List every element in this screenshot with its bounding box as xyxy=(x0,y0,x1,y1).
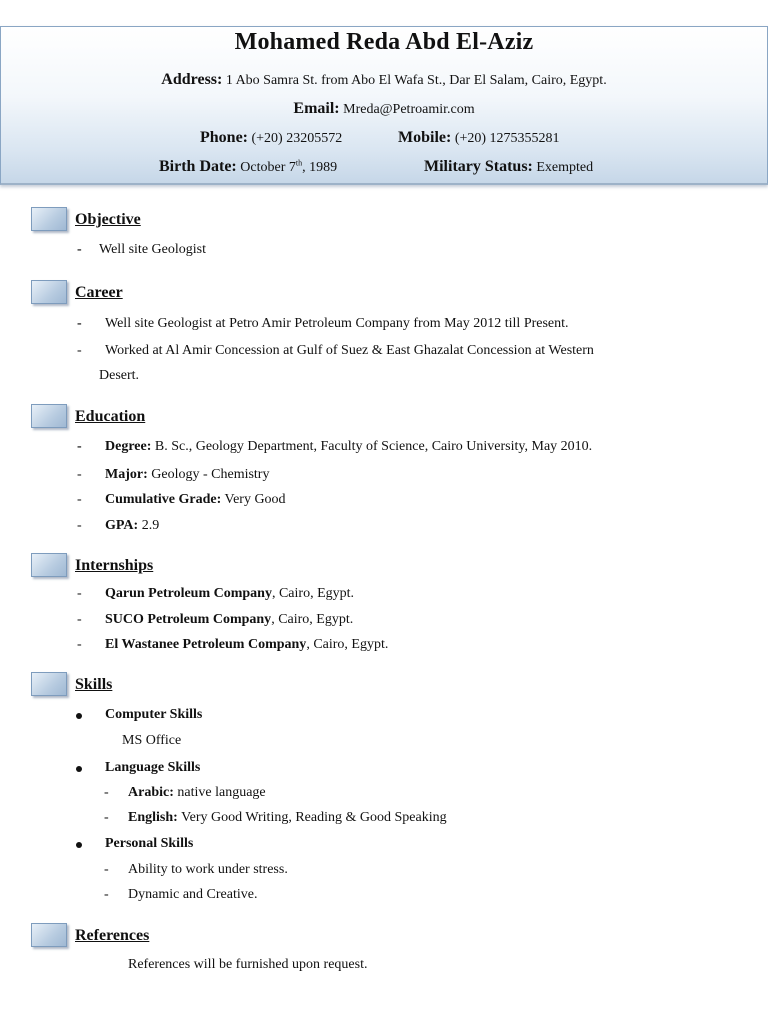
mobile-line xyxy=(398,129,560,147)
email-line xyxy=(1,100,767,118)
section-title-skills: Skills xyxy=(75,676,113,693)
skill-category-language: Language Skills xyxy=(105,760,201,775)
phone-value: (+20) 23205572 xyxy=(251,131,343,146)
bullet-icon xyxy=(76,842,82,848)
section-marker-icon xyxy=(31,923,67,947)
phone-label: Phone: xyxy=(200,129,248,146)
address-line xyxy=(1,71,767,89)
list-dash: - xyxy=(77,612,82,627)
phone-line xyxy=(200,129,342,147)
list-dash: - xyxy=(77,586,82,601)
birth-date-value: October 7th, 1989 xyxy=(240,158,338,175)
section-marker-icon xyxy=(31,404,67,428)
list-dash: - xyxy=(104,810,109,825)
education-grade: Cumulative Grade: Very Good xyxy=(105,492,286,507)
section-marker-icon xyxy=(31,280,67,304)
list-dash: - xyxy=(77,637,82,652)
internship-item: El Wastanee Petroleum Company, Cairo, Egypt. xyxy=(105,637,389,652)
mobile-value: (+20) 1275355281 xyxy=(454,131,560,146)
personal-skill-item: Ability to work under stress. xyxy=(128,862,288,877)
section-marker-icon xyxy=(31,207,67,231)
birth-date-line xyxy=(159,158,337,176)
section-marker-icon xyxy=(31,553,67,577)
section-marker-icon xyxy=(31,672,67,696)
education-gpa: GPA: 2.9 xyxy=(105,518,160,533)
list-dash: - xyxy=(77,316,82,331)
address-value: 1 Abo Samra St. from Abo El Wafa St., Dar El Salam, Cairo, Egypt. xyxy=(225,73,607,88)
bullet-icon xyxy=(76,713,82,719)
section-title-education: Education xyxy=(75,408,146,425)
personal-skill-item: Dynamic and Creative. xyxy=(128,887,258,902)
birth-date-label: Birth Date: xyxy=(159,158,237,175)
skill-category-personal: Personal Skills xyxy=(105,836,194,851)
section-title-career: Career xyxy=(75,284,123,301)
list-dash: - xyxy=(104,887,109,902)
internship-item: SUCO Petroleum Company, Cairo, Egypt. xyxy=(105,612,354,627)
section-title-objective: Objective xyxy=(75,211,141,228)
list-dash: - xyxy=(77,439,82,454)
list-dash: - xyxy=(77,242,82,257)
career-item-continuation: Desert. xyxy=(99,368,140,383)
internship-item: Qarun Petroleum Company, Cairo, Egypt. xyxy=(105,586,355,601)
bullet-icon xyxy=(76,766,82,772)
military-label: Military Status: xyxy=(424,158,533,175)
career-item: Well site Geologist at Petro Amir Petroleum Company from May 2012 till Present. xyxy=(105,316,569,331)
education-major: Major: Geology - Chemistry xyxy=(105,467,270,482)
section-title-references: References xyxy=(75,927,150,944)
language-item-arabic: Arabic: native language xyxy=(128,785,266,800)
education-degree: Degree: B. Sc., Geology Department, Faculty of Science, Cairo University, May 2010. xyxy=(105,439,593,454)
list-dash: - xyxy=(104,862,109,877)
computer-skill-item: MS Office xyxy=(122,733,182,748)
language-item-english: English: Very Good Writing, Reading & Good Speaking xyxy=(128,810,447,825)
email-label: Email: xyxy=(293,100,340,117)
list-dash: - xyxy=(77,467,82,482)
list-dash: - xyxy=(77,343,82,358)
references-text: References will be furnished upon request. xyxy=(128,957,368,972)
email-value[interactable]: Mreda@Petroamir.com xyxy=(343,102,475,117)
contact-header xyxy=(0,26,768,185)
military-line xyxy=(424,158,593,176)
section-title-internships: Internships xyxy=(75,557,154,574)
list-dash: - xyxy=(104,785,109,800)
military-value: Exempted xyxy=(536,160,594,175)
candidate-name: Mohamed Reda Abd El-Aziz xyxy=(234,29,534,55)
list-dash: - xyxy=(77,518,82,533)
career-item: Worked at Al Amir Concession at Gulf of Suez & East Ghazalat Concession at Western xyxy=(105,343,594,358)
objective-item: Well site Geologist xyxy=(99,242,206,257)
mobile-label: Mobile: xyxy=(398,129,452,146)
skill-category-computer: Computer Skills xyxy=(105,707,203,722)
address-label: Address: xyxy=(161,71,223,88)
list-dash: - xyxy=(77,492,82,507)
